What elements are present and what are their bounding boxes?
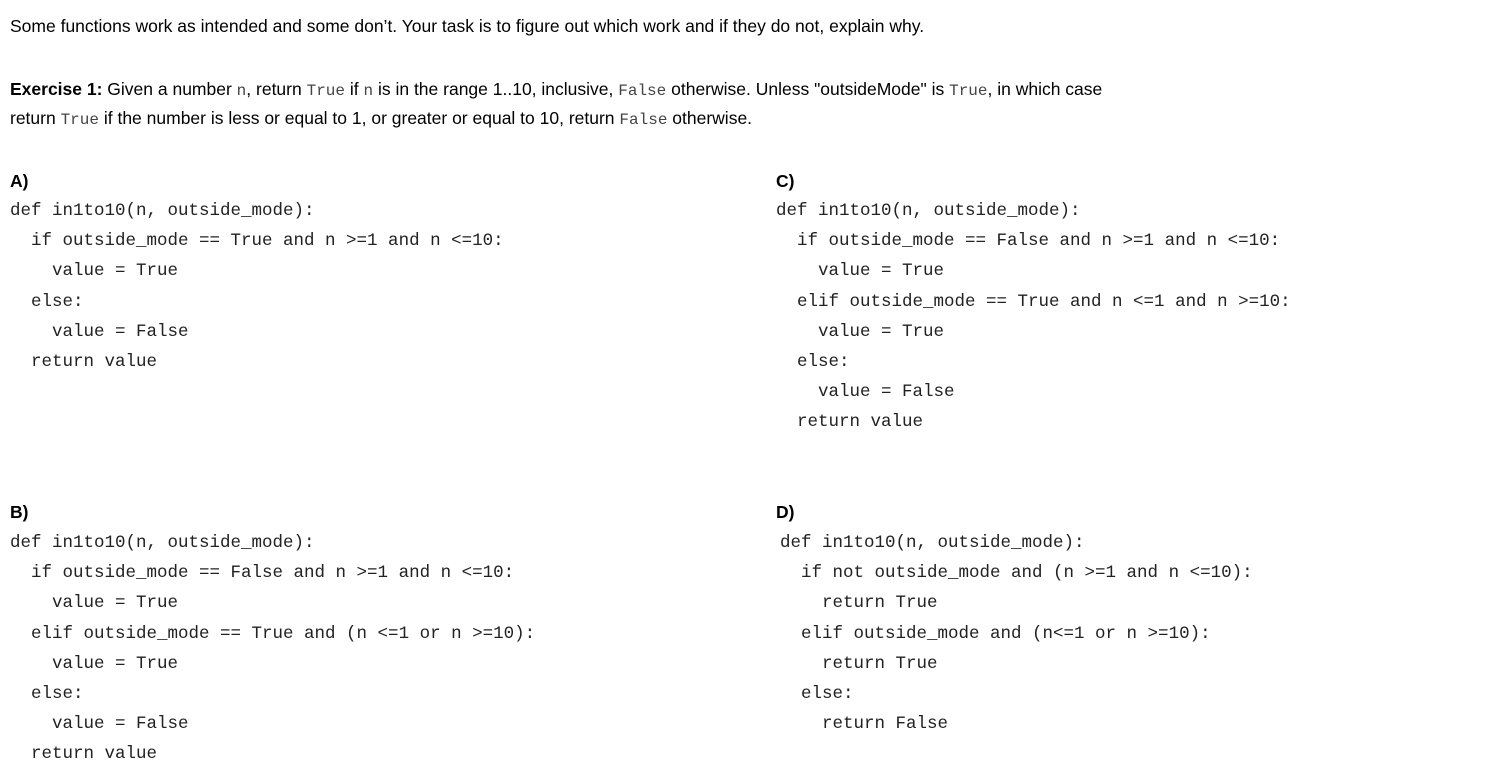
- text-segment: , in which case: [987, 79, 1103, 99]
- option-a-code: def in1to10(n, outside_mode): if outside_mode == True and n >=1 and n <=10: value = True else: value = False return value: [10, 201, 504, 373]
- text-segment: if the number is less or equal to 1, or greater or equal to 10, return: [98, 108, 620, 128]
- text-segment: if: [345, 79, 364, 99]
- option-a-label: A): [10, 171, 29, 191]
- text-segment: return: [10, 108, 61, 128]
- option-c-code: def in1to10(n, outside_mode): if outside_mode == False and n >=1 and n <=10: value = True elif outside_mode == True and n <=1 and n >=10: value = True else: value = False return value: [776, 201, 1291, 433]
- text-segment: is in the range 1..10, inclusive,: [373, 79, 619, 99]
- inline-code: True: [949, 82, 988, 100]
- inline-code: False: [618, 82, 667, 100]
- intro-text: Some functions work as intended and some don’t. Your task is to figure out which work and if they do not, explain why.: [10, 16, 925, 36]
- exercise-line-2: [10, 106, 752, 132]
- inline-code: n: [236, 82, 247, 100]
- inline-code: n: [363, 82, 374, 100]
- exercise-label: Exercise 1:: [10, 79, 103, 99]
- option-b-code: def in1to10(n, outside_mode): if outside_mode == False and n >=1 and n <=10: value = True elif outside_mode == True and (n <=1 or n >=10): value = True else: value = False return value: [10, 533, 536, 765]
- option-d-label: D): [776, 502, 795, 522]
- text-segment: otherwise. Unless "outsideMode" is: [666, 79, 950, 99]
- inline-code: True: [60, 111, 99, 129]
- option-c-label: C): [776, 171, 795, 191]
- option-b-label: B): [10, 502, 29, 522]
- inline-code: True: [306, 82, 345, 100]
- text-segment: , return: [246, 79, 307, 99]
- option-d-code: def in1to10(n, outside_mode): if not outside_mode and (n >=1 and n <=10): return True elif outside_mode and (n<=1 or n >=10): return True else: return False: [780, 533, 1253, 735]
- exercise-line-1: [10, 77, 1102, 103]
- text-segment: Given a number: [102, 79, 237, 99]
- exercise-line-1-body: [102, 79, 1102, 99]
- text-segment: otherwise.: [667, 108, 753, 128]
- inline-code: False: [619, 111, 668, 129]
